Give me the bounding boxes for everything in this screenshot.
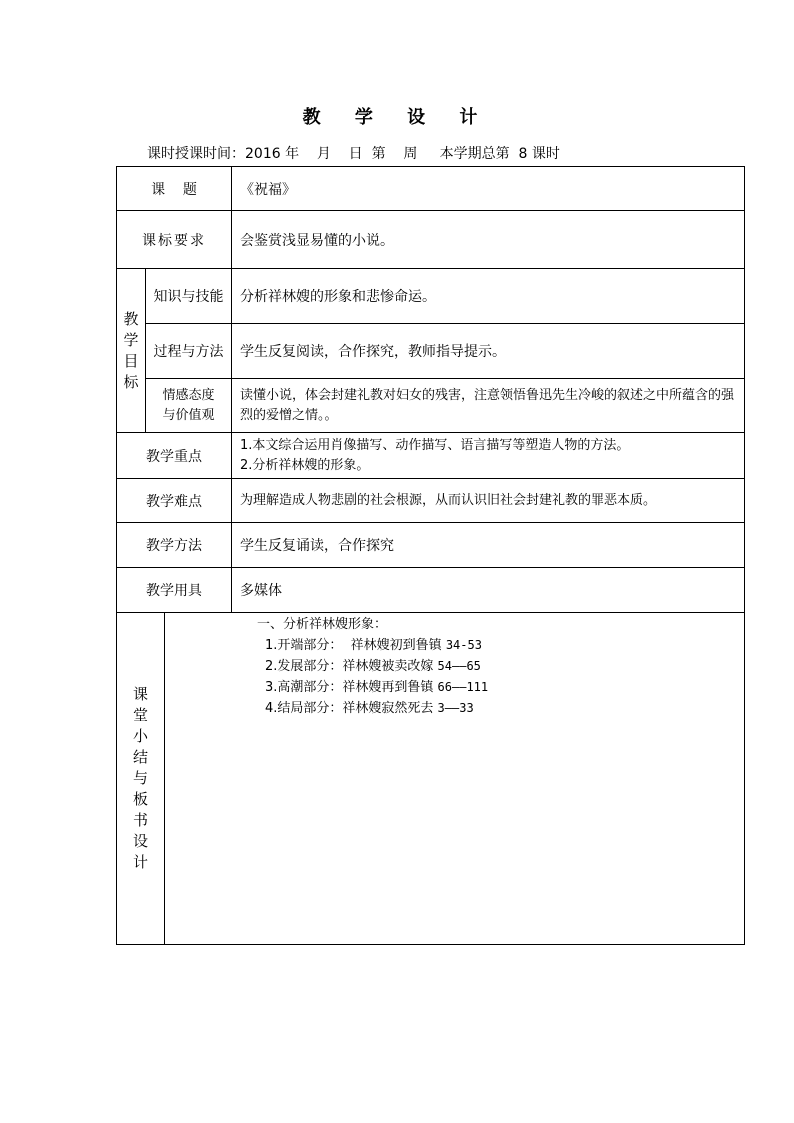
row-tools	[117, 568, 745, 613]
process-label: 过程与方法	[146, 324, 232, 379]
tools-value: 多媒体	[232, 568, 745, 613]
lesson-time-line: 课时授课时间：2016 年 月 日 第 周 本学期总第 8 课时	[147, 146, 560, 162]
focus-point: 2.分析祥林嫂的形象。	[240, 457, 370, 473]
board-label-char: 设	[132, 832, 148, 850]
goals-label-char: 教	[123, 309, 139, 328]
row-method	[117, 523, 745, 568]
focus-point: 1.本文综合运用肖像描写、动作描写、语言描写等塑造人物的方法。	[240, 437, 630, 453]
topic-value: 《祝福》	[232, 167, 745, 211]
board-label-char: 结	[132, 748, 148, 766]
method-label: 教学方法	[117, 523, 232, 568]
row-knowledge	[117, 269, 745, 324]
board-label-char: 课	[132, 685, 148, 703]
emotion-label	[146, 379, 232, 433]
emotion-value: 读懂小说，体会封建礼教对妇女的残害，注意领悟鲁迅先生冷峻的叙述之中所蕴含的强烈的爱憎之情。。	[232, 379, 745, 433]
knowledge-label: 知识与技能	[146, 269, 232, 324]
emotion-label-line: 与价值观	[162, 407, 215, 423]
board-item	[265, 635, 744, 656]
row-process	[117, 324, 745, 379]
board-item-text: 1.开端部分： 祥林嫂初到鲁镇	[265, 638, 446, 653]
standard-value: 会鉴赏浅显易懂的小说。	[232, 211, 745, 269]
board-item-range: 3——33	[437, 701, 474, 715]
board-content	[165, 613, 745, 945]
goals-label-char: 目	[123, 351, 139, 370]
board-item	[265, 656, 744, 677]
board-item-range: 34-53	[445, 638, 482, 652]
goals-label-char: 标	[123, 372, 139, 391]
board-item-text: 2.发展部分：祥林嫂被卖改嫁	[265, 659, 438, 674]
knowledge-value: 分析祥林嫂的形象和悲惨命运。	[232, 269, 745, 324]
row-difficulty	[117, 479, 745, 523]
emotion-label-line: 情感态度	[162, 387, 215, 403]
difficulty-value: 为理解造成人物悲剧的社会根源，从而认识旧社会封建礼教的罪恶本质。	[232, 479, 745, 523]
standard-label: 课标要求	[117, 211, 232, 269]
lesson-plan-table	[116, 166, 745, 945]
goals-label	[117, 269, 146, 433]
board-label-char: 堂	[132, 706, 148, 724]
row-board	[117, 613, 745, 945]
page-title: 教 学 设 计	[302, 107, 492, 128]
board-item-text: 3.高潮部分：祥林嫂再到鲁镇	[265, 680, 438, 695]
board-label-char: 书	[132, 811, 148, 829]
focus-value	[232, 433, 745, 479]
board-label-char: 与	[132, 769, 148, 787]
board-label-char: 计	[132, 853, 148, 871]
row-focus	[117, 433, 745, 479]
board-label-char: 板	[132, 790, 148, 808]
row-topic	[117, 167, 745, 211]
board-item	[265, 677, 744, 698]
board-item-range: 54——65	[437, 659, 481, 673]
board-label-char: 小	[132, 727, 148, 745]
row-standard	[117, 211, 745, 269]
goals-label-char: 学	[123, 330, 139, 349]
board-heading: 一、分析祥林嫂形象：	[257, 617, 388, 632]
board-label	[117, 613, 165, 945]
topic-label: 课 题	[117, 167, 232, 211]
tools-label: 教学用具	[117, 568, 232, 613]
board-item-text: 4.结局部分：祥林嫂寂然死去	[265, 701, 438, 716]
focus-label: 教学重点	[117, 433, 232, 479]
board-item	[265, 698, 744, 719]
process-value: 学生反复阅读，合作探究，教师指导提示。	[232, 324, 745, 379]
row-emotion	[117, 379, 745, 433]
board-item-range: 66——111	[437, 680, 489, 694]
difficulty-label: 教学难点	[117, 479, 232, 523]
method-value: 学生反复诵读，合作探究	[232, 523, 745, 568]
